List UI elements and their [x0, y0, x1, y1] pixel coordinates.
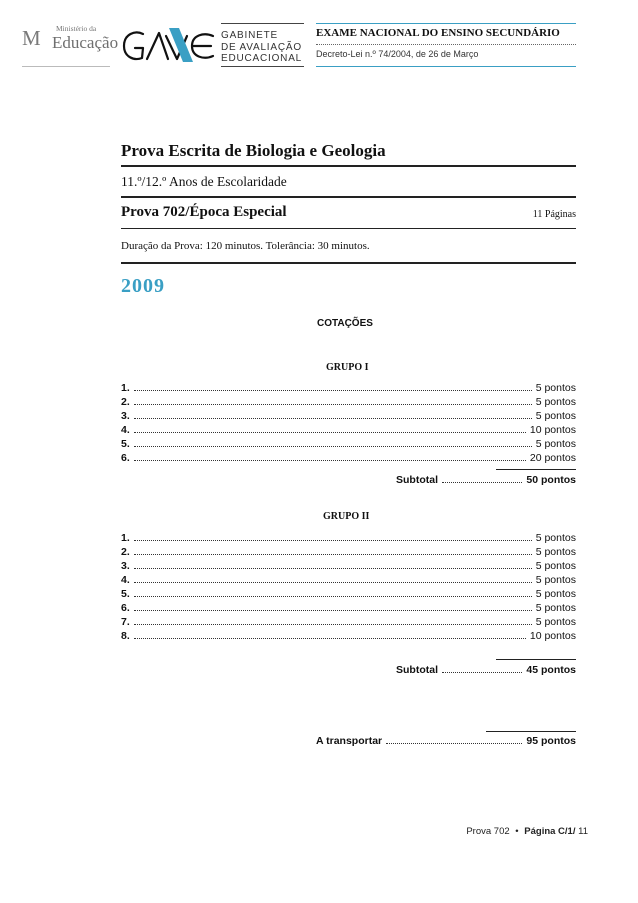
title-rule-1: [121, 165, 576, 167]
grupo2-item-8: 8. 10 pontos: [121, 630, 576, 642]
gave-logo: [121, 26, 217, 66]
grupo2-title: GRUPO II: [323, 511, 370, 522]
header-rule-right-bottom: [316, 66, 576, 67]
year: 2009: [121, 275, 165, 297]
footer-total: 11: [578, 826, 588, 837]
grupo2-subtotal: [396, 664, 576, 676]
grades: 11.º/12.º Anos de Escolaridade: [121, 174, 287, 189]
grupo1-subtotal-label: Subtotal: [396, 474, 438, 486]
grupo1-item-2: 2. 5 pontos: [121, 396, 576, 408]
grupo1-item-5: 5. 5 pontos: [121, 438, 576, 450]
footer-prova: Prova 702: [466, 826, 510, 837]
duration: Duração da Prova: 120 minutos. Tolerância: 30 minutos.: [121, 240, 370, 252]
grupo2-subtotal-rule: [496, 659, 576, 660]
gabinete-line-1: GABINETE: [221, 30, 278, 41]
gabinete-line-3: EDUCACIONAL: [221, 53, 303, 64]
prova-label: Prova 702/Época Especial: [121, 204, 287, 220]
exam-title: EXAME NACIONAL DO ENSINO SECUNDÁRIO: [316, 27, 560, 39]
footer-page-label: Página C/1/: [524, 826, 576, 837]
grupo2-subtotal-value: 45 pontos: [526, 664, 576, 676]
header-rule-left-bottom: [221, 66, 304, 67]
transport-value: 95 pontos: [526, 735, 576, 747]
ministry-logo: [22, 24, 119, 52]
transport-line: [316, 735, 576, 747]
grupo1-subtotal: [396, 474, 576, 486]
page-count: 11 Páginas: [532, 209, 576, 220]
grupo1-subtotal-value: 50 pontos: [526, 474, 576, 486]
grupo1-item-4: 4. 10 pontos: [121, 424, 576, 436]
title-rule-4: [121, 262, 576, 264]
grupo1-item-3: 3. 5 pontos: [121, 410, 576, 422]
ministry-monogram: M: [22, 26, 41, 50]
ministry-name: Educação: [52, 33, 119, 52]
ministry-top-text: Ministério da: [56, 24, 97, 33]
grupo2-subtotal-label: Subtotal: [396, 664, 438, 676]
grupo1-item-6: 6. 20 pontos: [121, 452, 576, 464]
grupo2-item-4: 4. 5 pontos: [121, 574, 576, 586]
grupo2-item-3: 3. 5 pontos: [121, 560, 576, 572]
grupo2-item-2: 2. 5 pontos: [121, 546, 576, 558]
grupo1-item-1: 1. 5 pontos: [121, 382, 576, 394]
header-rule-left-top: [221, 23, 304, 24]
grupo2-item-5: 5. 5 pontos: [121, 588, 576, 600]
transport-rule: [486, 731, 576, 732]
title-rule-3: [121, 228, 576, 229]
cotacoes-heading: COTAÇÕES: [317, 318, 373, 329]
gabinete-line-2: DE AVALIAÇÃO: [221, 41, 302, 53]
ministry-rule: [22, 66, 110, 67]
footer-separator: •: [515, 826, 519, 837]
transport-label: A transportar: [316, 735, 383, 747]
grupo1-subtotal-rule: [496, 469, 576, 470]
page-title: Prova Escrita de Biologia e Geologia: [121, 141, 386, 160]
decree: Decreto-Lei n.º 74/2004, de 26 de Março: [316, 49, 479, 59]
header-rule-right-top: [316, 23, 576, 24]
grupo2-item-6: 6. 5 pontos: [121, 602, 576, 614]
header-rule-right-dotted: [316, 44, 576, 45]
title-rule-2: [121, 196, 576, 198]
grupo1-title: GRUPO I: [326, 362, 369, 373]
gave-wordmark: [221, 30, 302, 65]
footer: [466, 826, 588, 837]
grupo2-item-7: 7. 5 pontos: [121, 616, 576, 628]
grupo2-item-1: 1. 5 pontos: [121, 532, 576, 544]
